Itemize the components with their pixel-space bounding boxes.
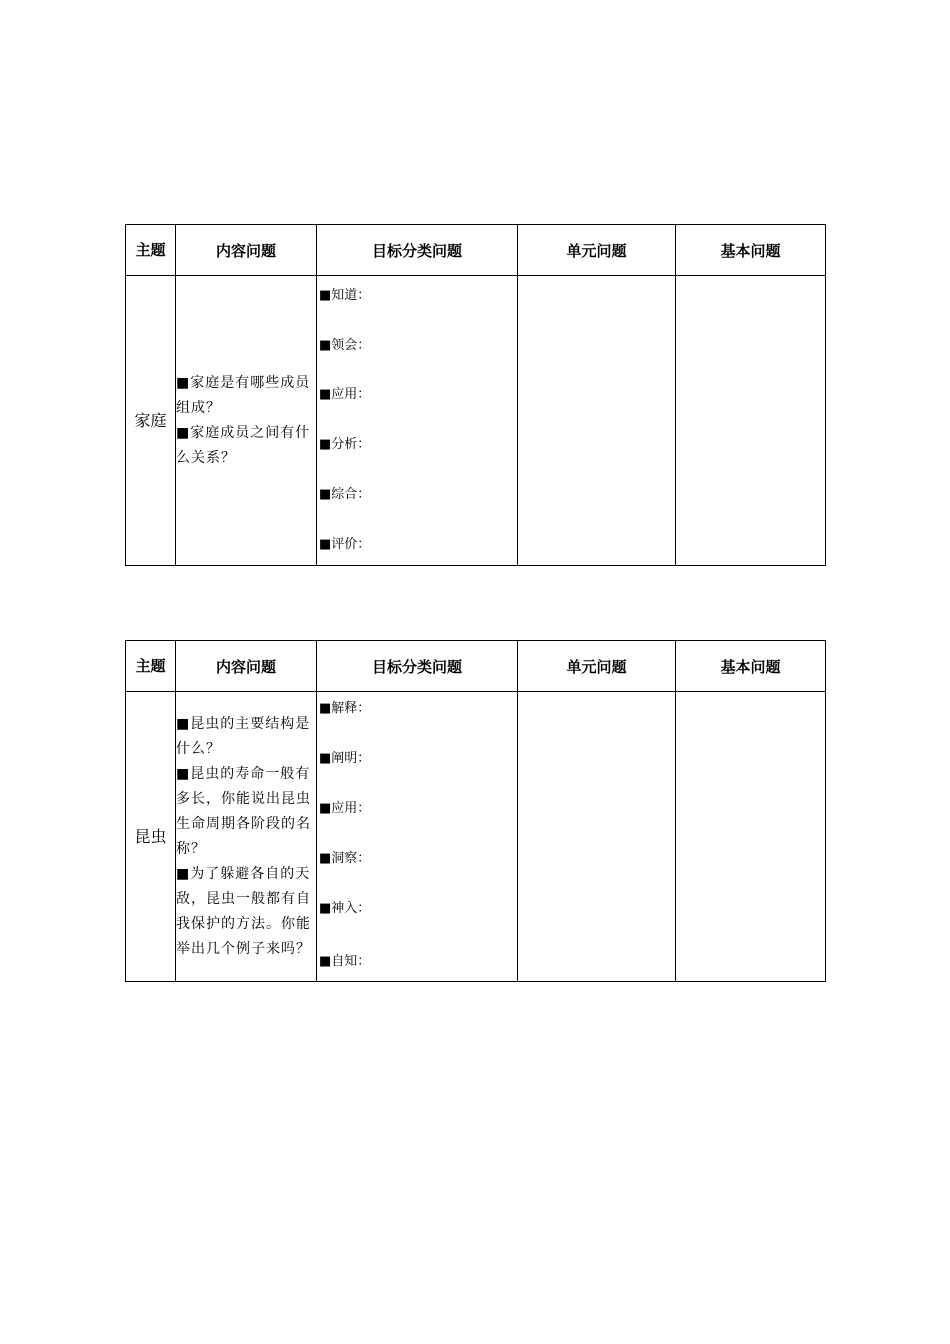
table-header-row (126, 225, 826, 276)
goal-item: ■领会： (319, 338, 371, 353)
content-questions-cell (176, 276, 317, 566)
header-basic-questions: 基本问题 (676, 641, 826, 692)
header-goal-questions: 目标分类问题 (317, 641, 518, 692)
header-unit-questions: 单元问题 (518, 641, 676, 692)
goal-item: ■神入： (319, 901, 371, 916)
goal-item: ■解释： (319, 701, 371, 716)
theme-cell: 家庭 (126, 276, 176, 566)
content-question: ■为了躲避各自的天敌，昆虫一般都有自我保护的方法。你能举出几个例子来吗？ (176, 865, 311, 957)
content-question: ■昆虫的寿命一般有多长，你能说出昆虫生命周期各阶段的名称？ (176, 765, 311, 857)
question-table-family (125, 224, 826, 566)
goal-item: ■应用： (319, 801, 371, 816)
goal-item: ■洞察： (319, 851, 371, 866)
header-theme: 主题 (126, 641, 176, 692)
basic-questions-cell (676, 276, 826, 566)
header-unit-questions: 单元问题 (518, 225, 676, 276)
table-header-row (126, 641, 826, 692)
unit-questions-cell (518, 276, 676, 566)
header-content-questions: 内容问题 (176, 641, 317, 692)
content-question: ■家庭是有哪些成员组成？ (176, 374, 311, 416)
goal-item: ■知道： (319, 288, 371, 303)
question-table-insects (125, 640, 826, 982)
goal-item: ■分析： (319, 437, 371, 452)
goal-item: ■应用： (319, 387, 371, 402)
header-goal-questions: 目标分类问题 (317, 225, 518, 276)
content-question: ■家庭成员之间有什么关系？ (176, 424, 311, 466)
theme-cell: 昆虫 (126, 692, 176, 982)
table-row (126, 692, 826, 982)
header-content-questions: 内容问题 (176, 225, 317, 276)
goal-questions-cell (317, 276, 518, 566)
goal-item: ■评价： (319, 537, 371, 552)
goal-questions-cell (317, 692, 518, 982)
goal-item: ■综合： (319, 487, 371, 502)
goal-item: ■阐明： (319, 751, 371, 766)
content-question: ■昆虫的主要结构是什么？ (176, 715, 311, 757)
header-basic-questions: 基本问题 (676, 225, 826, 276)
basic-questions-cell (676, 692, 826, 982)
goal-item: ■自知： (319, 954, 371, 969)
content-questions-cell (176, 692, 317, 982)
table-row (126, 276, 826, 566)
unit-questions-cell (518, 692, 676, 982)
header-theme: 主题 (126, 225, 176, 276)
